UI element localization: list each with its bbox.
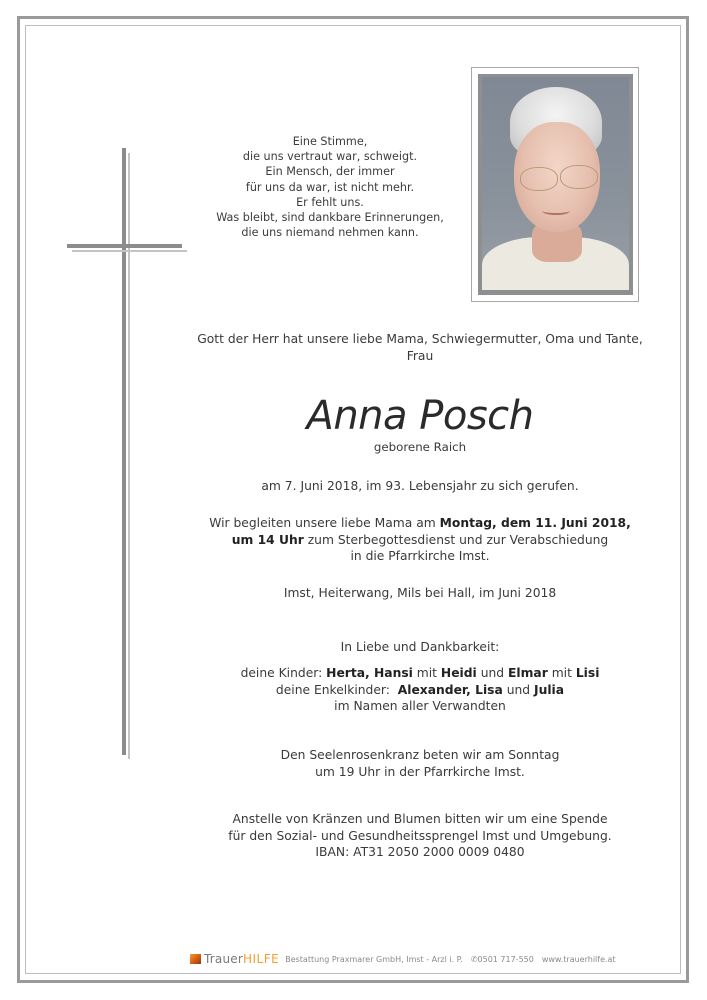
funeral-date: Montag, dem 11. Juni 2018,	[439, 516, 631, 530]
child-name: Elmar	[508, 666, 548, 680]
iban: IBAN: AT31 2050 2000 0009 0480	[315, 845, 525, 859]
intro-line: Frau	[406, 348, 434, 363]
funeral-line	[190, 515, 650, 532]
photo-mouth	[542, 207, 570, 215]
footer	[190, 952, 616, 966]
trauerhilfe-logo-icon	[190, 954, 201, 964]
child-name: Heidi	[440, 666, 477, 680]
funeral-time: um 14 Uhr	[231, 532, 304, 547]
child-name: Herta, Hansi	[326, 666, 413, 680]
mourners-list	[190, 665, 650, 715]
deceased-name: Anna Posch	[306, 393, 534, 439]
funeral-info	[190, 515, 650, 565]
cross-vertical-bar	[122, 148, 126, 755]
poem-line: Er fehlt uns.	[296, 195, 364, 209]
logo-hilfe: HILFE	[242, 952, 280, 966]
poem-line: Ein Mensch, der immer	[265, 165, 395, 179]
poem-line: für uns da war, ist nicht mehr.	[245, 180, 415, 194]
cross-horizontal-bar	[67, 244, 182, 248]
logo-trauer: Trauer	[204, 952, 243, 966]
intro-line: Gott der Herr hat unsere liebe Mama, Schwiegermutter, Oma und Tante,	[197, 332, 643, 346]
footer-company: Bestattung Praxmarer GmbH, Imst - Arzl i. P.	[285, 954, 463, 964]
children-line	[190, 665, 650, 682]
death-line	[190, 478, 650, 495]
poem-line: die uns vertraut war, schweigt.	[242, 150, 418, 164]
place-date	[190, 585, 650, 602]
donation-line: Anstelle von Kränzen und Blumen bitten wir um eine Spende	[232, 812, 608, 826]
grandchild-name: Julia	[534, 682, 565, 697]
poem-line: Eine Stimme,	[292, 135, 368, 148]
glasses-icon	[560, 165, 598, 189]
poem	[200, 134, 460, 240]
rosary-line: Den Seelenrosenkranz beten wir am Sonntag	[280, 748, 560, 762]
connector: mit	[547, 666, 576, 680]
grandchild-name: Alexander, Lisa	[397, 682, 503, 697]
funeral-line: in die Pfarrkirche Imst.	[350, 549, 490, 563]
funeral-text: zum Sterbegottesdienst und zur Verabschiedung	[303, 532, 609, 547]
child-name: Lisi	[575, 666, 600, 680]
funeral-text: Wir begleiten unsere liebe Mama am	[209, 516, 440, 530]
rosary-line: um 19 Uhr in der Pfarrkirche Imst.	[315, 764, 525, 779]
grandchildren-label: deine Enkelkinder:	[275, 682, 398, 697]
portrait-photo	[478, 74, 633, 295]
rosary-info	[190, 747, 650, 780]
poem-line: Was bleibt, sind dankbare Erinnerungen,	[216, 211, 444, 225]
children-label: deine Kinder:	[240, 666, 327, 680]
place-date-text: Imst, Heiterwang, Mils bei Hall, im Juni 2018	[283, 586, 557, 600]
announcement-intro	[190, 331, 650, 364]
photo-background	[482, 77, 629, 290]
donation-line: für den Sozial- und Gesundheitssprengel Imst und Umgebung.	[228, 828, 612, 843]
footer-website[interactable]: www.trauerhilfe.at	[541, 954, 616, 964]
relatives-line: im Namen aller Verwandten	[334, 699, 506, 713]
glasses-icon	[520, 167, 558, 191]
connector: und	[476, 666, 508, 680]
grandchildren-line	[190, 682, 650, 699]
cross-horizontal-shadow	[72, 250, 187, 252]
connector: mit	[412, 666, 441, 680]
birth-name	[190, 439, 650, 456]
mourners-heading-text: In Liebe und Dankbarkeit:	[340, 640, 500, 654]
birth-name-text: geborene Raich	[373, 440, 467, 454]
funeral-line	[190, 532, 650, 549]
poem-line: die uns niemand nehmen kann.	[241, 226, 419, 240]
footer-phone: ✆0501 717-550	[470, 954, 534, 964]
mourners-heading	[190, 639, 650, 656]
connector: und	[502, 682, 535, 697]
donation-info	[190, 811, 650, 861]
death-line-text: am 7. Juni 2018, im 93. Lebensjahr zu sich gerufen.	[261, 479, 579, 493]
